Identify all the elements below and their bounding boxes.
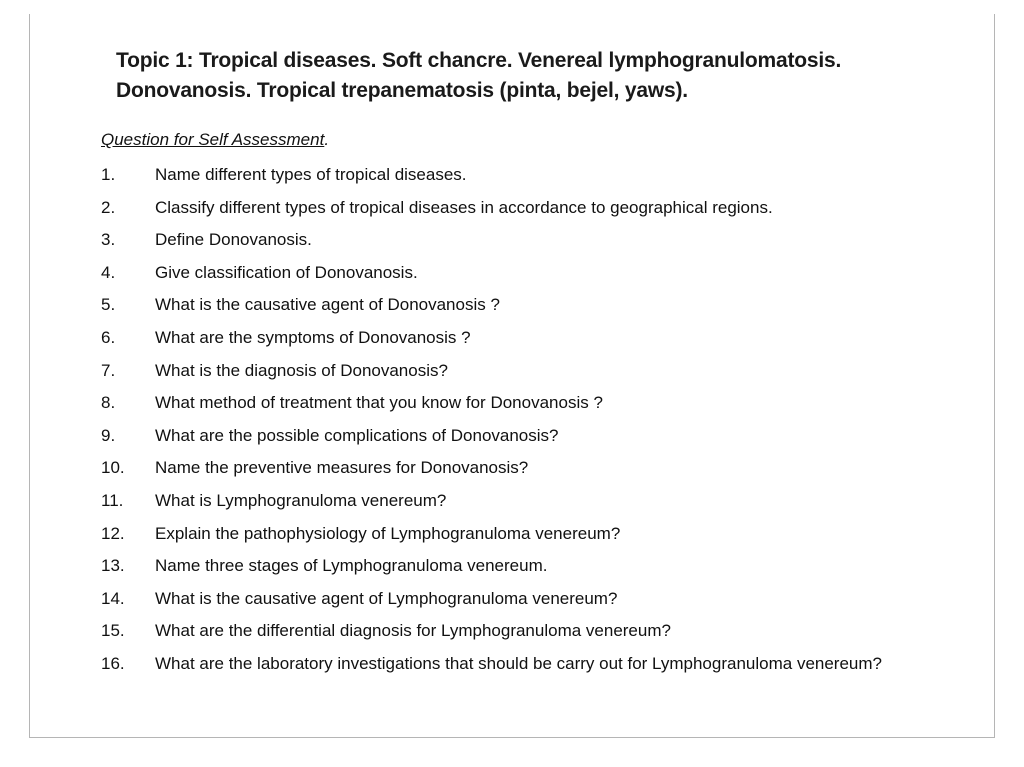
question-text: What is the causative agent of Lymphogranuloma venereum? [155,588,618,608]
question-item [101,196,921,219]
question-item [101,554,921,577]
question-item [101,326,921,349]
question-number: 3. [101,230,116,250]
question-text: Explain the pathophysiology of Lymphogranuloma venereum? [155,523,621,543]
question-item [101,163,921,186]
question-item [101,228,921,251]
question-item [101,293,921,316]
question-text: Name three stages of Lymphogranuloma venereum. [155,556,548,576]
subtitle-text: Question for Self Assessment [101,130,325,149]
question-item [101,652,921,675]
question-number: 8. [101,393,116,413]
question-item [101,391,921,414]
question-text: What are the laboratory investigations that should be carry out for Lymphogranuloma venereum? [155,653,882,673]
question-number: 12. [101,523,125,543]
question-list [101,163,921,685]
question-number: 7. [101,360,116,380]
question-item [101,587,921,610]
question-item [101,424,921,447]
question-text: What is the causative agent of Donovanosis ? [155,295,500,315]
question-number: 2. [101,197,116,217]
question-item [101,359,921,382]
question-text: Name different types of tropical diseases. [155,165,467,184]
question-text: What is the diagnosis of Donovanosis? [155,360,448,380]
question-number: 15. [101,621,125,641]
question-text: What are the possible complications of Donovanosis? [155,425,559,445]
question-number: 6. [101,327,116,347]
question-text: What are the symptoms of Donovanosis ? [155,327,471,347]
question-item [101,522,921,545]
question-number: 11. [101,490,124,510]
question-text: Define Donovanosis. [155,230,312,250]
question-text: Name the preventive measures for Donovanosis? [155,458,529,478]
question-number: 16. [101,653,125,673]
question-text: What are the differential diagnosis for Lymphogranuloma venereum? [155,621,671,641]
question-number: 1. [101,165,116,184]
question-text: Classify different types of tropical diseases in accordance to geographical regions. [155,197,773,217]
question-number: 9. [101,425,116,445]
question-item [101,456,921,479]
question-number: 5. [101,295,116,315]
question-text: What method of treatment that you know for Donovanosis ? [155,393,603,413]
question-item [101,261,921,284]
section-subtitle [101,130,329,150]
subtitle-suffix: . [324,130,330,149]
question-item [101,489,921,512]
question-text: What is Lymphogranuloma venereum? [155,490,447,510]
question-item [101,619,921,642]
question-number: 4. [101,262,116,282]
question-number: 14. [101,588,125,608]
question-text: Give classification of Donovanosis. [155,262,418,282]
page-title: Topic 1: Tropical diseases. Soft chancre. Venereal lymphogranulomatosis. Donovanosis. Tropical trepanematosis (pinta, bejel, yaws). [116,49,842,102]
question-number: 10. [101,458,125,478]
question-number: 13. [101,556,125,576]
